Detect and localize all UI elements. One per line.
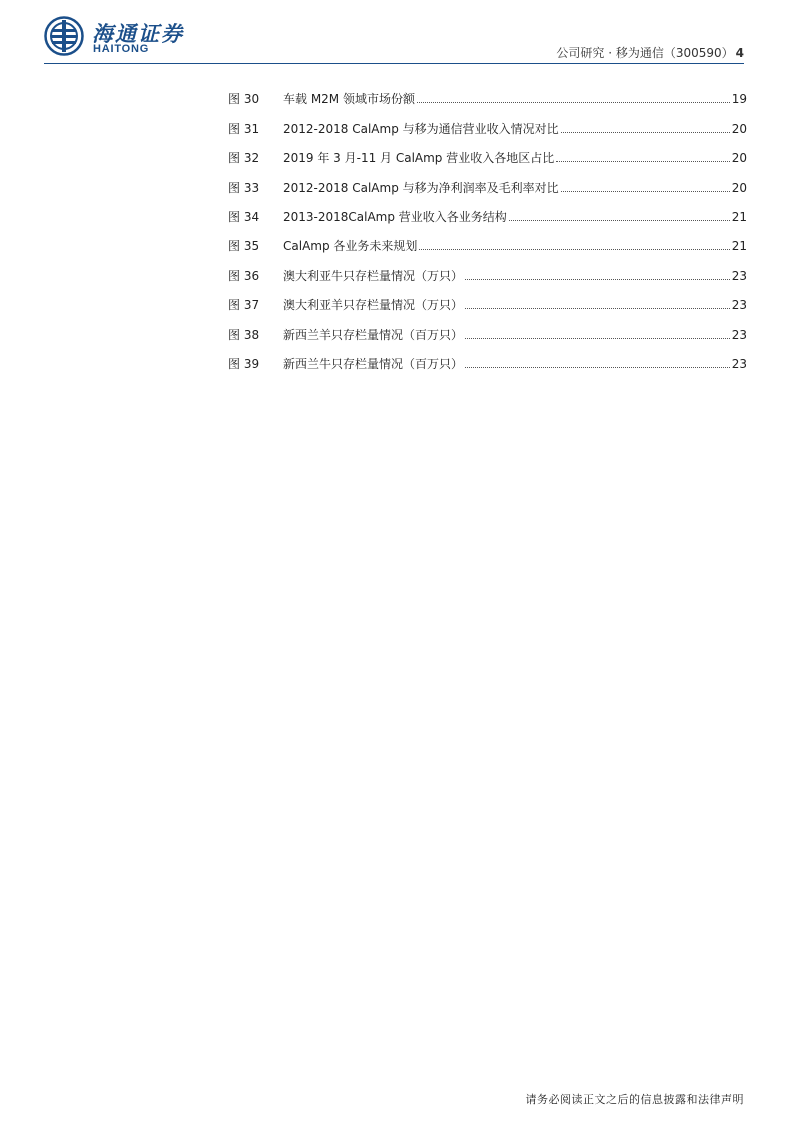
toc-leader-dots (465, 308, 730, 309)
toc-figure-title: 2012-2018 CalAmp 与移为通信营业收入情况对比 (283, 121, 559, 136)
footer-disclaimer: 请务必阅读正文之后的信息披露和法律声明 (525, 1093, 744, 1106)
toc-figure-number: 图 39 (228, 356, 260, 371)
toc-row[interactable] (228, 343, 747, 372)
toc-figure-number: 图 32 (228, 151, 260, 166)
toc-row[interactable] (228, 137, 747, 166)
toc-leader-dots (417, 102, 730, 103)
toc-page-number: 23 (731, 327, 747, 342)
company-logo (44, 16, 194, 58)
report-header (556, 44, 744, 61)
toc-row[interactable] (228, 225, 747, 254)
page-number: 4 (735, 46, 744, 60)
toc-row[interactable] (228, 284, 747, 313)
toc-leader-dots (465, 367, 730, 368)
toc-figure-title: 2019 年 3 月-11 月 CalAmp 营业收入各地区占比 (283, 151, 555, 166)
toc-figure-number: 图 38 (228, 327, 260, 342)
toc-figure-title: 新西兰羊只存栏量情况（百万只） (283, 327, 464, 342)
toc-figure-title: CalAmp 各业务未来规划 (283, 239, 418, 254)
toc-page-number: 23 (731, 298, 747, 313)
toc-figure-number: 图 35 (228, 239, 260, 254)
logo-chinese-name: 海通证券 (92, 21, 184, 46)
toc-page-number: 23 (731, 356, 747, 371)
toc-row[interactable] (228, 254, 747, 283)
toc-figure-number: 图 34 (228, 209, 260, 224)
toc-figure-title: 2012-2018 CalAmp 与移为净利润率及毛利率对比 (283, 180, 559, 195)
toc-leader-dots (465, 338, 730, 339)
toc-figure-number: 图 30 (228, 92, 260, 107)
toc-figure-title: 澳大利亚牛只存栏量情况（万只） (283, 268, 464, 283)
toc-figure-number: 图 37 (228, 298, 260, 313)
header-divider (44, 63, 744, 64)
toc-figure-number: 图 31 (228, 121, 260, 136)
logo-english-name: HAITONG (93, 43, 150, 55)
toc-leader-dots (419, 249, 729, 250)
toc-page-number: 19 (731, 92, 747, 107)
toc-figure-title: 澳大利亚羊只存栏量情况（万只） (283, 298, 464, 313)
toc-row[interactable] (228, 107, 747, 136)
toc-row[interactable] (228, 313, 747, 342)
toc-leader-dots (556, 161, 729, 162)
toc-row[interactable] (228, 196, 747, 225)
toc-figure-title: 新西兰牛只存栏量情况（百万只） (283, 356, 464, 371)
toc-row[interactable] (228, 166, 747, 195)
report-info: 公司研究 · 移为通信（300590） (556, 46, 734, 60)
toc-page-number: 20 (731, 180, 747, 195)
toc-page-number: 20 (731, 121, 747, 136)
toc-figure-title: 车载 M2M 领域市场份额 (283, 92, 415, 107)
toc-leader-dots (561, 132, 730, 133)
toc-figure-number: 图 33 (228, 180, 260, 195)
toc-figure-number: 图 36 (228, 268, 260, 283)
toc-page-number: 21 (731, 209, 747, 224)
toc-row[interactable] (228, 78, 747, 107)
toc-page-number: 23 (731, 268, 747, 283)
figure-index-list (228, 78, 747, 372)
toc-figure-title: 2013-2018CalAmp 营业收入各业务结构 (283, 209, 507, 224)
toc-leader-dots (509, 220, 730, 221)
toc-leader-dots (561, 191, 730, 192)
toc-page-number: 20 (731, 151, 747, 166)
haitong-logo-icon (44, 16, 84, 56)
toc-leader-dots (465, 279, 730, 280)
toc-page-number: 21 (731, 239, 747, 254)
